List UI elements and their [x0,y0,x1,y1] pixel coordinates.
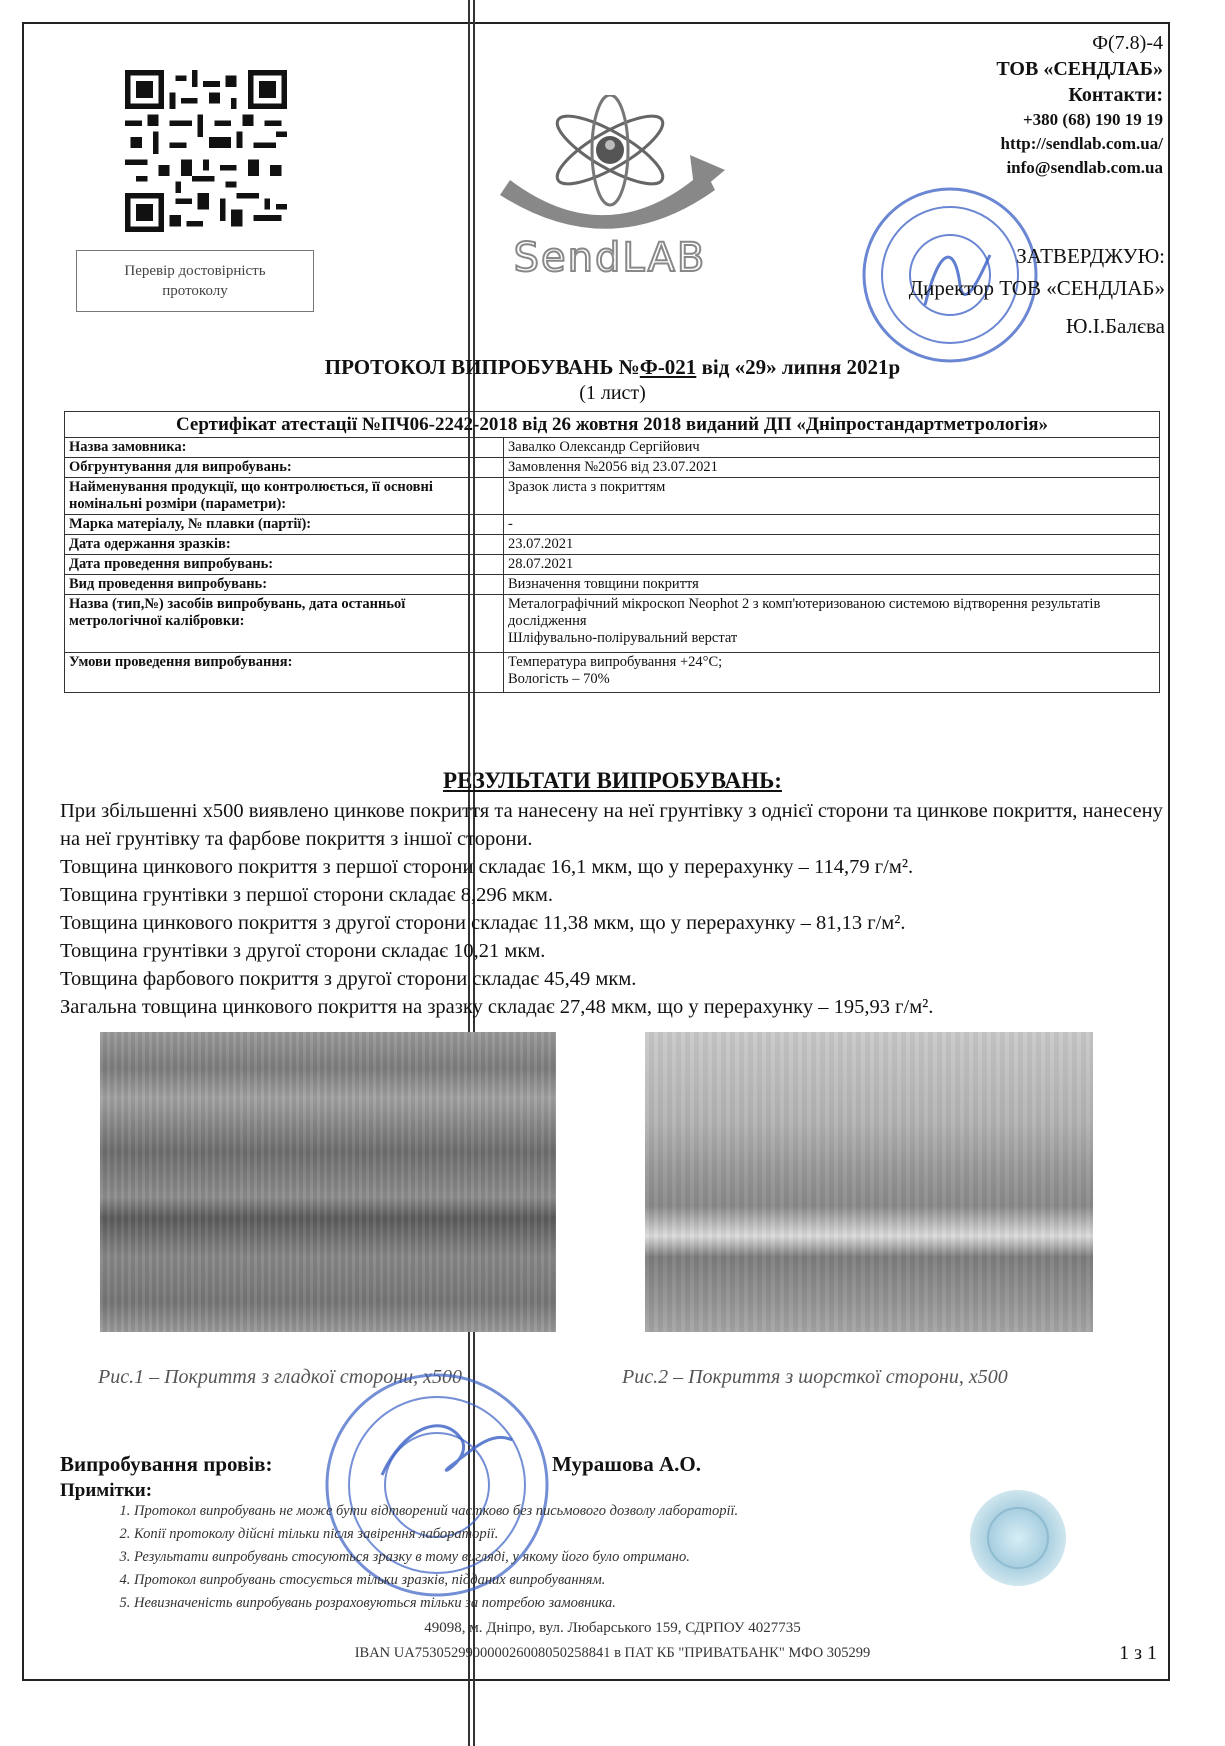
row-value: Завалко Олександр Сергійович [504,438,1160,458]
footer-iban: IBAN UA753052990000026008050258841 в ПАТ КБ "ПРИВАТБАНК" МФО 305299 [354,1645,871,1661]
row-value: 23.07.2021 [504,535,1160,555]
value-line: Шліфувально-полірувальний верстат [508,630,738,646]
title-prefix: ПРОТОКОЛ ВИПРОБУВАНЬ № [324,355,640,379]
row-value: Зразок листа з покриттям [504,478,1160,515]
qr-code-icon[interactable] [120,70,292,232]
table-row [65,438,1160,458]
row-value: Визначення товщини покриття [504,575,1160,595]
row-label: Умови проведення випробування: [65,653,504,693]
value-line: Вологість – 70% [508,671,610,687]
protocol-number: Ф-021 [639,355,697,379]
hologram-icon [968,1488,1068,1588]
certificate-row: Сертифікат атестації №ПЧ06-2242-2018 від 26 жовтня 2018 виданий ДП «Дніпростандартметрологія» [65,412,1160,438]
protocol-date: від «29» липня 2021р [696,355,901,379]
notes-list [90,1500,1034,1615]
row-value: - [504,515,1160,535]
verify-line: Перевір достовірність [124,263,266,279]
table-row [65,515,1160,535]
result-paragraph: Товщина фарбового покриття з другої сторони складає 45,49 мкм. [60,968,637,990]
result-paragraph: Загальна товщина цинкового покриття на зразку складає 27,48 мкм, що у перерахунку – 195,93 г/м². [60,996,934,1018]
row-label: Назва (тип,№) засобів випробувань, дата останньої метрологічної калібровки: [65,595,504,653]
row-label: Дата проведення випробувань: [65,555,504,575]
atom-logo-icon [490,95,730,245]
table-row [65,575,1160,595]
results-title: РЕЗУЛЬТАТИ ВИПРОБУВАНЬ: [443,768,782,793]
page-number: 1 з 1 [1119,1642,1157,1664]
table-row [65,653,1160,693]
table-row [65,478,1160,515]
list-item: 3. Результати випробувань стосуються зразку в тому вигляді, у якому його було отримано. [134,1546,1034,1569]
value-line: Металографічний мікроскоп Neophot 2 з комп'ютеризованою системою відтворення результатів дослідження [508,596,1101,629]
row-label: Дата одержання зразків: [65,535,504,555]
sheet-count: (1 лист) [579,382,646,404]
list-item: 4. Протокол випробувань стосується тільки зразків, підданих випробуванням. [134,1569,1034,1592]
approval-name: Ю.І.Балєва [1065,314,1165,338]
notes-title: Примітки: [60,1480,153,1501]
results-text [60,797,1170,1021]
tested-by-label: Випробування провів: [60,1452,273,1476]
result-paragraph: Товщина цинкового покриття з другої сторони складає 11,38 мкм, що у перерахунку – 81,13 г/м². [60,912,906,934]
company-header [996,30,1163,180]
approval-position: Директор ТОВ «СЕНДЛАБ» [908,276,1165,300]
table-row [65,555,1160,575]
row-value: 28.07.2021 [504,555,1160,575]
row-label: Вид проведення випробувань: [65,575,504,595]
table-row [65,535,1160,555]
table-row [65,595,1160,653]
sendlab-logo [490,95,730,285]
contacts-label: Контакти: [1068,84,1163,106]
phone: +380 (68) 190 19 19 [1022,110,1163,129]
approval-block [909,240,1165,342]
result-paragraph: Товщина цинкового покриття з першої сторони складає 16,1 мкм, що у перерахунку – 114,79 г/м². [60,856,914,878]
row-label: Найменування продукції, що контролюється, її основні номінальні розміри (параметри): [65,478,504,515]
tester-name: Мурашова А.О. [552,1452,702,1476]
row-value [504,595,1160,653]
company-name: ТОВ «СЕНДЛАБ» [996,58,1163,80]
row-label: Назва замовника: [65,438,504,458]
list-item: 2. Копії протоколу дійсні тільки після завірення лабораторії. [134,1523,1034,1546]
list-item: 1. Протокол випробувань не може бути відтворений частково без письмового дозволу лабораторії. [134,1500,1034,1523]
value-line: Температура випробування +24°С; [508,654,723,670]
result-paragraph: Товщина грунтівки з другої сторони складає 10,21 мкм. [60,940,546,962]
verify-line: протоколу [162,283,228,299]
email-link[interactable]: info@sendlab.com.ua [1006,158,1163,177]
form-code: Ф(7.8)-4 [1092,32,1163,54]
list-item: 5. Невизначеність випробувань розраховуються тільки за потребою замовника. [134,1592,1034,1615]
website-link[interactable]: http://sendlab.com.ua/ [1000,134,1163,153]
table-row [65,458,1160,478]
row-label: Марка матеріалу, № плавки (партії): [65,515,504,535]
figure-caption: Рис.2 – Покриття з шорсткої сторони, х500 [622,1366,1008,1388]
logo-text: SendLAB [513,235,707,281]
protocol-info-table [64,411,1160,693]
row-value [504,653,1160,693]
row-value: Замовлення №2056 від 23.07.2021 [504,458,1160,478]
micrograph-rough-side [645,1032,1093,1332]
result-paragraph: При збільшенні х500 виявлено цинкове покриття та нанесену на неї грунтівку з однієї сторони та цинкове покриття, нанесену на неї грунтівку та фарбове покриття з іншої сторони. [60,800,1163,850]
micrograph-smooth-side [100,1032,556,1332]
figure-caption: Рис.1 – Покриття з гладкої сторони, х500 [98,1366,463,1388]
approval-label: ЗАТВЕРДЖУЮ: [1016,244,1165,268]
row-label: Обгрунтування для випробувань: [65,458,504,478]
footer-address: 49098, м. Дніпро, вул. Любарського 159, СДРПОУ 4027735 [424,1620,801,1636]
protocol-title [0,355,1225,380]
verify-protocol-box[interactable] [76,250,314,312]
result-paragraph: Товщина грунтівки з першої сторони складає 8,296 мкм. [60,884,553,906]
